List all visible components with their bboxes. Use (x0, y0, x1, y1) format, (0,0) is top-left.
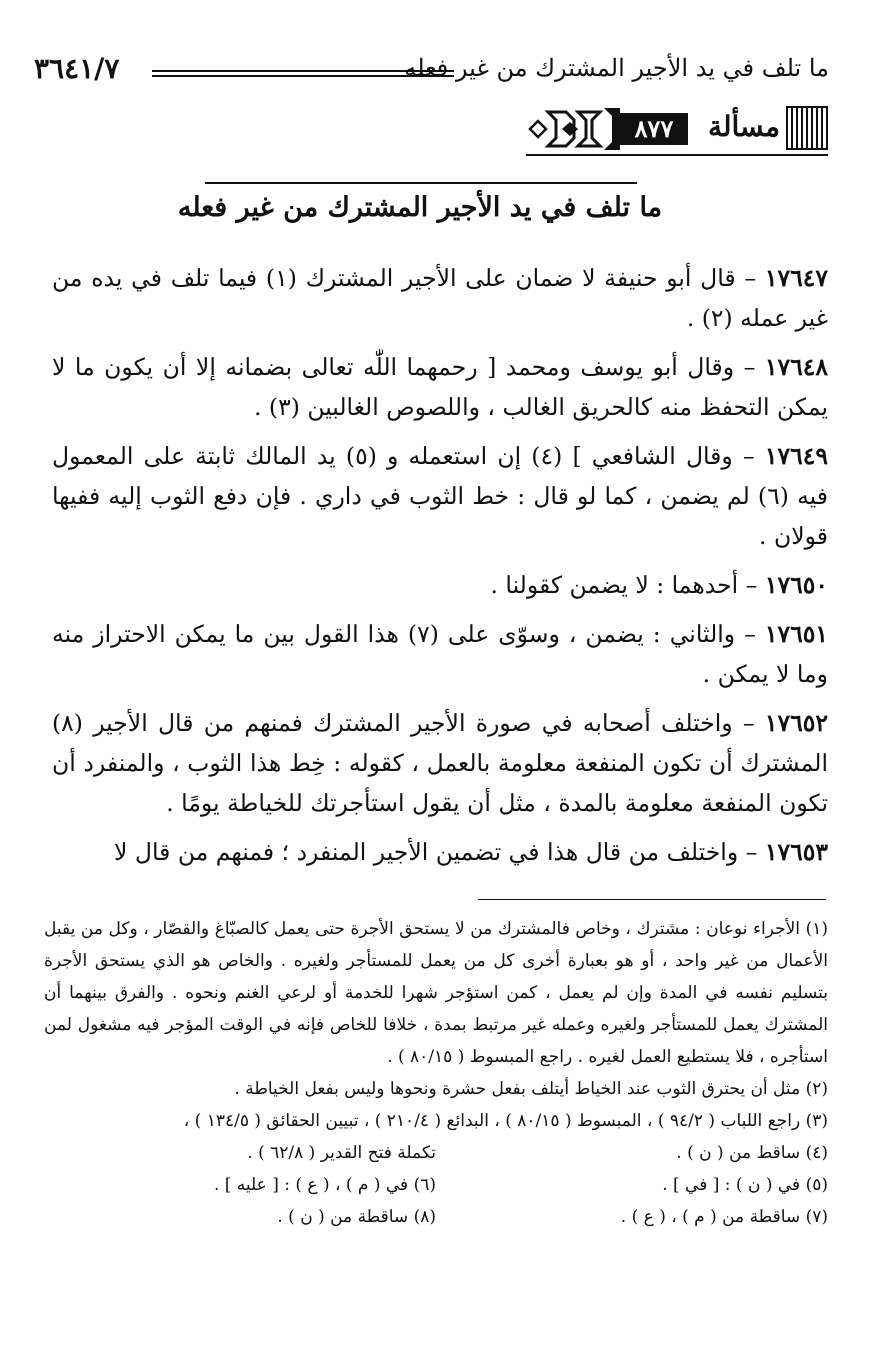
footnotes (44, 913, 828, 1233)
running-header-rule (152, 70, 454, 72)
paragraph-text: – واختلف أصحابه في صورة الأجير المشترك فمنهم من قال الأجير (٨) المشترك أن تكون المنفعة معلومة بالعمل ، كقوله : خِط هذا الثوب ، والمنفرد أن تكون المنفعة معلومة بالمدة ، مثل أن يقول استأجرتك للخياطة يومًا . (52, 709, 828, 817)
footnote: (٢) مثل أن يحترق الثوب عند الخياط أيتلف بفعل حشرة ونحوها وليس بفعل الخياطة . (234, 1079, 828, 1099)
footnote: (١) الأجراء نوعان : مشترك ، وخاص فالمشترك من لا يستحق الأجرة حتى يعمل كالصبّاغ والقصّار ، وكل من يقبل الأعمال من غير واحد ، أو هو بعبارة أخرى كل من يعمل للمستأجر ولغيره . والخاص هو الذي يستحق الأجرة بتسليم نفسه في المدة وإن لم يعمل ، كمن استؤجر شهرا للخدمة أو لرعي الغنم ونحوه . والفرق بينهما أن المشترك يعمل للمستأجر ولغيره وعمله غير مرتبط بمدة ، خلافا للخاص فإنه في الوقت المؤجر فيه مشغول لمن استأجره ، فلا يستطيع العمل لغيره . راجع المبسوط ( ٨٠/١٥ ) . (44, 919, 828, 1067)
footnote: (٣) راجع اللباب ( ٩٤/٢ ) ، المبسوط ( ٨٠/١٥ ) ، البدائع ( ٢١٠/٤ ) ، تبيين الحقائق ( ١٣٤/٥ ) ، (183, 1111, 828, 1131)
footnote-row (44, 1137, 828, 1169)
chapter-title: ما تلف في يد الأجير المشترك من غير فعله (177, 192, 663, 223)
title-rule (205, 182, 637, 184)
masala-label: مسألة (707, 110, 780, 143)
paragraph-number: ١٧٦٤٧ (764, 264, 828, 292)
paragraph-number: ١٧٦٥٢ (764, 709, 828, 737)
paragraph-text: – قال أبو حنيفة لا ضمان على الأجير المشترك (١) فيما تلف في يده من غير عمله (٢) . (52, 264, 828, 332)
footnote: (٨) ساقطة من ( ن ) . (277, 1207, 436, 1227)
paragraph (52, 347, 828, 427)
paragraph (52, 703, 828, 823)
footnote-row (44, 1201, 828, 1233)
paragraph (52, 565, 828, 605)
footnote-row (44, 1169, 828, 1201)
paragraph-number: ١٧٦٤٩ (764, 442, 828, 470)
paragraph-text: – وقال الشافعي ] (٤) إن استعمله و (٥) يد المالك ثابتة على المعمول فيه (٦) لم يضمن ، كما لو قال : خط الثوب في داري . فإن دفع الثوب إليه ففيها قولان . (52, 442, 828, 550)
paragraph-number: ١٧٦٥٠ (764, 571, 828, 599)
footnote: (٧) ساقطة من ( م ) ، ( ع ) . (620, 1207, 828, 1227)
barcode-ornament (786, 106, 828, 150)
footnote: تكملة فتح القدير ( ٦٢/٨ ) . (247, 1143, 436, 1163)
paragraph-text: – واختلف من قال هذا في تضمين الأجير المنفرد ؛ فمنهم من قال لا (114, 838, 765, 866)
paragraph (52, 832, 828, 872)
geometric-ornament-icon (526, 104, 622, 154)
running-header-title: ما تلف في يد الأجير المشترك من غير فعله (404, 54, 829, 82)
paragraph (52, 258, 828, 338)
paragraph (52, 436, 828, 556)
paragraph-number: ١٧٦٥٣ (764, 838, 828, 866)
running-header (34, 50, 829, 90)
band-underline (526, 154, 828, 156)
footnote: (٤) ساقط من ( ن ) . (676, 1143, 828, 1163)
paragraph (52, 614, 828, 694)
page-number: ٣٦٤١/٧ (34, 52, 120, 85)
footnote-rule (478, 899, 826, 900)
masala-number: ٨٧٧ (620, 113, 688, 145)
footnote: (٦) في ( م ) ، ( ع ) : [ عليه ] . (213, 1175, 436, 1195)
footnote: (٥) في ( ن ) : [ في ] . (662, 1175, 828, 1195)
paragraph-number: ١٧٦٤٨ (764, 353, 828, 381)
paragraph-number: ١٧٦٥١ (764, 620, 828, 648)
paragraph-text: – والثاني : يضمن ، وسوّى على (٧) هذا القول بين ما يمكن الاحتراز منه وما لا يمكن . (52, 620, 828, 688)
paragraph-text: – وقال أبو يوسف ومحمد [ رحمهما اللّٰه تعالى بضمانه إلا أن يكون ما لا يمكن التحفظ منه كالحريق الغالب ، واللصوص الغالبين (٣) . (52, 353, 828, 421)
body-text (52, 258, 828, 881)
paragraph-text: – أحدهما : لا يضمن كقولنا . (490, 571, 765, 599)
masala-band (526, 104, 828, 154)
